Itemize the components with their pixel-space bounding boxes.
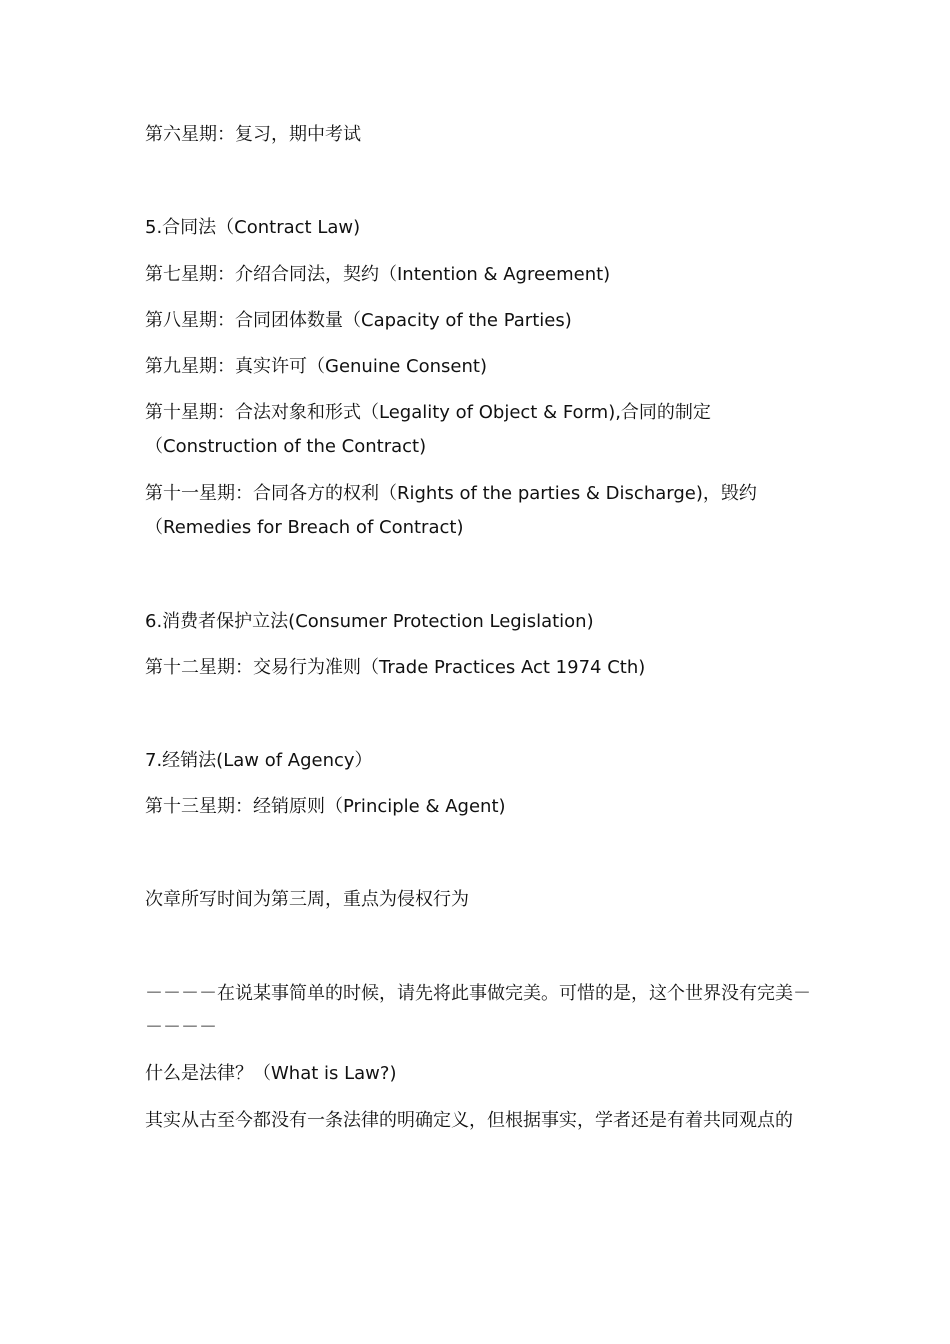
week8-line: 第八星期：合同团体数量（Capacity of the Parties) bbox=[145, 310, 572, 331]
week6-line: 第六星期：复习，期中考试 bbox=[145, 124, 361, 145]
section-consumer-protection-heading: 6.消费者保护立法(Consumer Protection Legislation) bbox=[145, 611, 594, 632]
week9-line: 第九星期：真实许可（Genuine Consent) bbox=[145, 356, 487, 377]
next-chapter-note: 次章所写时间为第三周，重点为侵权行为 bbox=[145, 889, 469, 910]
section-contract-law-heading: 5.合同法（Contract Law) bbox=[145, 217, 361, 238]
what-is-law-heading: 什么是法律？（What is Law?) bbox=[145, 1063, 397, 1084]
week7-line: 第七星期：介绍合同法，契约（Intention & Agreement) bbox=[145, 264, 611, 285]
week10-line: 第十星期：合法对象和形式（Legality of Object & Form),合同的制定（Construction of the Contract) bbox=[145, 402, 711, 457]
quote-line: －－－－在说某事简单的时候，请先将此事做完美。可惜的是，这个世界没有完美－－－－－ bbox=[145, 983, 811, 1038]
section-agency-heading: 7.经销法(Law of Agency） bbox=[145, 750, 373, 771]
week13-line: 第十三星期：经销原则（Principle & Agent) bbox=[145, 796, 506, 817]
week11-line: 第十一星期：合同各方的权利（Rights of the parties & Discharge)，毁约（Remedies for Breach of Contract) bbox=[145, 483, 757, 538]
week12-line: 第十二星期：交易行为准则（Trade Practices Act 1974 Cth) bbox=[145, 657, 646, 678]
law-definition-paragraph: 其实从古至今都没有一条法律的明确定义，但根据事实，学者还是有着共同观点的 bbox=[145, 1110, 793, 1131]
